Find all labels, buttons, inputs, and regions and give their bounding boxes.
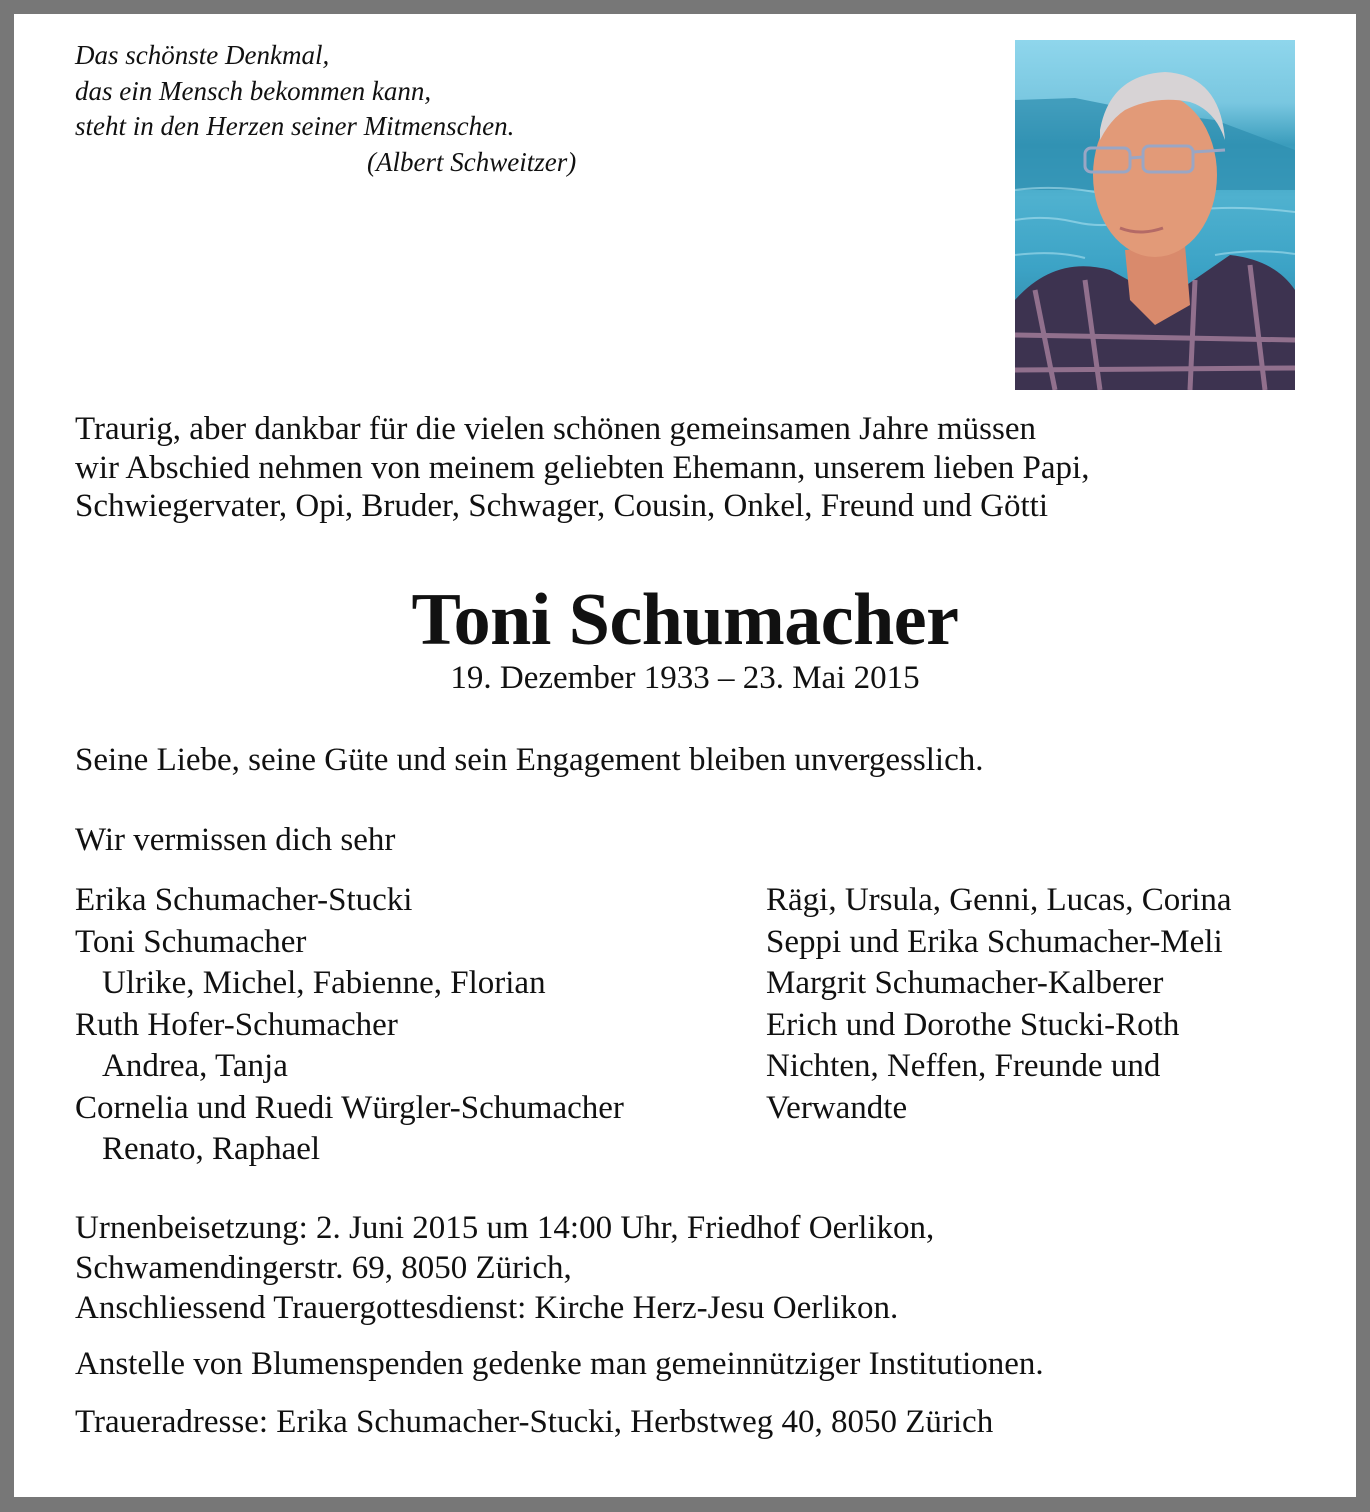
mourner-row: Erika Schumacher-Stucki bbox=[75, 882, 413, 918]
intro-line: wir Abschied nehmen von meinem geliebten Ehemann, unserem lieben Papi, bbox=[75, 449, 1090, 486]
intro-line: Schwiegervater, Opi, Bruder, Schwager, Cousin, Onkel, Freund und Götti bbox=[75, 488, 1049, 524]
intro-line: Traurig, aber dankbar für die vielen schönen gemeinsamen Jahre müssen bbox=[75, 411, 1036, 447]
quote-block bbox=[75, 38, 576, 180]
quote-line: Das schönste Denkmal, bbox=[75, 40, 330, 70]
obituary-page bbox=[14, 14, 1356, 1497]
mourner-row: Seppi und Erika Schumacher-Meli bbox=[766, 923, 1223, 960]
life-dates: 19. Dezember 1933 – 23. Mai 2015 bbox=[450, 660, 920, 696]
mourner-row: Verwandte bbox=[766, 1089, 908, 1126]
mourner-row: Erich und Dorothe Stucki-Roth bbox=[766, 1006, 1180, 1043]
mourner-row: Andrea, Tanja bbox=[102, 1048, 288, 1084]
quote-line: steht in den Herzen seiner Mitmenschen. bbox=[75, 111, 515, 141]
deceased-name: Toni Schumacher bbox=[411, 579, 959, 661]
mourners-right-column bbox=[766, 880, 1232, 1129]
mourner-row: Renato, Raphael bbox=[102, 1131, 321, 1167]
mourner-row: Ruth Hofer-Schumacher bbox=[75, 1006, 398, 1043]
mourner-row: Nichten, Neffen, Freunde und bbox=[766, 1048, 1161, 1084]
service-line: Anschliessend Trauergottesdienst: Kirche Herz-Jesu Oerlikon. bbox=[75, 1290, 899, 1326]
service-info bbox=[75, 1208, 934, 1328]
quote-author: (Albert Schweitzer) bbox=[367, 146, 577, 177]
intro-text bbox=[75, 410, 1089, 526]
flowers-note: Anstelle von Blumenspenden gedenke man gemeinnütziger Institutionen. bbox=[75, 1346, 1044, 1382]
mourner-row: Margrit Schumacher-Kalberer bbox=[766, 965, 1164, 1001]
portrait-illustration bbox=[1015, 40, 1295, 390]
mourner-row: Ulrike, Michel, Fabienne, Florian bbox=[102, 965, 546, 1001]
service-line: Schwamendingerstr. 69, 8050 Zürich, bbox=[75, 1250, 572, 1286]
mourning-address: Traueradresse: Erika Schumacher-Stucki, Herbstweg 40, 8050 Zürich bbox=[75, 1404, 994, 1440]
portrait-photo bbox=[1015, 40, 1295, 390]
miss-text: Wir vermissen dich sehr bbox=[75, 822, 396, 858]
mourner-row: Toni Schumacher bbox=[75, 923, 307, 960]
mourners-left-column bbox=[75, 880, 624, 1171]
tribute-text: Seine Liebe, seine Güte und sein Engagement bleiben unvergesslich. bbox=[75, 742, 984, 778]
mourner-row: Rägi, Ursula, Genni, Lucas, Corina bbox=[766, 882, 1232, 918]
service-line: Urnenbeisetzung: 2. Juni 2015 um 14:00 Uhr, Friedhof Oerlikon, bbox=[75, 1210, 935, 1246]
mourner-row: Cornelia und Ruedi Würgler-Schumacher bbox=[75, 1089, 624, 1126]
quote-line: das ein Mensch bekommen kann, bbox=[75, 75, 432, 106]
